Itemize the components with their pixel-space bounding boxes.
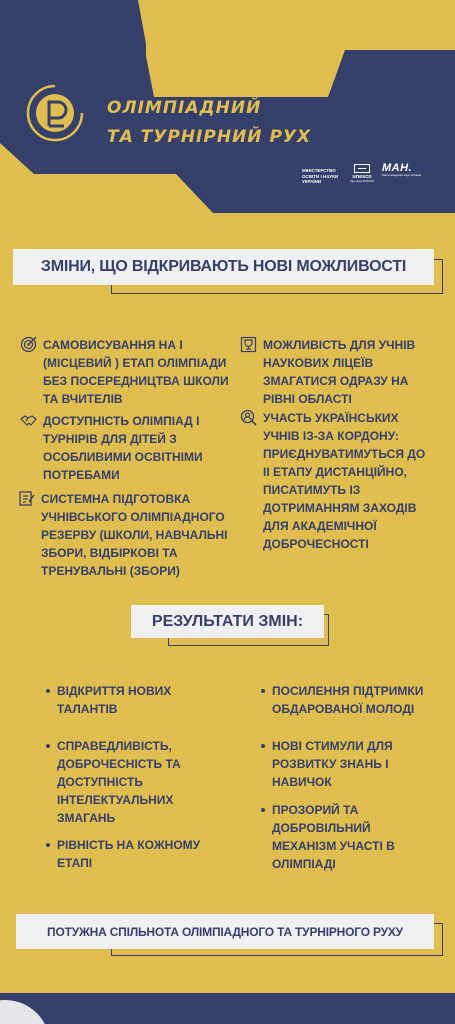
result-item — [261, 682, 441, 718]
result-text: НОВІ СТИМУЛИ ДЛЯ РОЗВИТКУ ЗНАНЬ І НАВИЧОК — [272, 739, 393, 789]
list-item — [240, 409, 430, 553]
result-item — [261, 737, 421, 791]
result-text: РІВНІСТЬ НА КОЖНОМУ ЕТАПІ — [57, 838, 201, 870]
ministry-logo: МІНІСТЕРСТВО ОСВІТИ І НАУКИ УКРАЇНИ — [302, 168, 339, 184]
section-banner-changes: ЗМІНИ, ЩО ВІДКРИВАЮТЬ НОВІ МОЖЛИВОСТІ — [13, 249, 434, 285]
handshake-icon — [20, 412, 37, 429]
item-text: САМОВИСУВАННЯ НА І (МІСЦЕВИЙ ) ЕТАП ОЛІМПІАДИ БЕЗ ПОСЕРЕДНИЦТВА ШКОЛИ ТА ВЧИТЕЛІВ — [43, 338, 229, 406]
man-name: МАН. — [382, 162, 413, 174]
result-item — [46, 836, 216, 872]
result-item — [261, 801, 436, 873]
result-text: ВІДКРИТТЯ НОВИХ ТАЛАНТІВ — [57, 684, 172, 716]
result-text: ПОСИЛЕННЯ ПІДТРИМКИ ОБДАРОВАНОЇ МОЛОДІ — [272, 684, 424, 716]
partner-logos — [302, 162, 422, 185]
section-banner-results: РЕЗУЛЬТАТИ ЗМІН: — [131, 605, 324, 638]
result-item — [46, 737, 206, 827]
olympiad-logo — [24, 82, 86, 144]
unesco-temple-icon — [354, 164, 370, 173]
person-search-icon — [240, 409, 257, 426]
bullet-dot — [261, 808, 265, 812]
result-item — [46, 682, 206, 718]
section-banner-community: ПОТУЖНА СПІЛЬНОТА ОЛІМПІАДНОГО ТА ТУРНІРНОГО РУХУ — [16, 914, 434, 949]
result-text: СПРАВЕДЛИВІСТЬ, ДОБРОЧЕСНІСТЬ ТА ДОСТУПНІСТЬ ІНТЕЛЕКТУАЛЬНИХ ЗМАГАНЬ — [57, 739, 181, 825]
title-line-1: ОЛІМПІАДНИЙ — [107, 98, 262, 118]
list-item — [20, 412, 220, 484]
page-title — [107, 94, 347, 152]
bullet-dot — [261, 744, 265, 748]
bullet-dot — [46, 843, 50, 847]
title-line-2: ТА ТУРНІРНИЙ РУХ — [107, 127, 312, 147]
bullet-dot — [46, 744, 50, 748]
footer-band — [0, 993, 455, 1024]
target-icon — [20, 336, 37, 353]
trophy-icon — [240, 336, 257, 353]
unesco-name: unesco — [352, 174, 372, 180]
unesco-logo — [350, 162, 374, 183]
list-item — [240, 336, 440, 408]
man-subtitle: Мала академія наук України — [382, 173, 422, 177]
bullet-dot — [46, 689, 50, 693]
checklist-icon — [18, 490, 35, 507]
bullet-dot — [261, 689, 265, 693]
result-text: ПРОЗОРИЙ ТА ДОБРОВІЛЬНИЙ МЕХАНІЗМ УЧАСТІ В ОЛІМПІАДІ — [272, 803, 395, 871]
list-item — [20, 336, 230, 408]
list-item — [18, 490, 228, 580]
item-text: ДОСТУПНІСТЬ ОЛІМПІАД І ТУРНІРІВ ДЛЯ ДІТЕЙ З ОСОБЛИВИМИ ОСВІТНІМИ ПОТРЕБАМИ — [43, 414, 203, 482]
item-text: СИСТЕМНА ПІДГОТОВКА УЧНІВСЬКОГО ОЛІМПІАДНОГО РЕЗЕРВУ (ШКОЛИ, НАВЧАЛЬНІ ЗБОРИ, ВІДБІРКОВІ ТА ТРЕНУВАЛЬНІ (ЗБОРИ) — [41, 492, 228, 578]
item-text: УЧАСТЬ УКРАЇНСЬКИХ УЧНІВ ІЗ-ЗА КОРДОНУ: ПРИЄДНУВАТИМУТЬСЯ ДО ІІ ЕТАПУ ДИСТАНЦІЙНО, ПИСАТИМУТЬ ІЗ ДОТРИМАННЯМ ЗАХОДІВ ДЛЯ АКАДЕМІЧНОЇ ДОБРОЧЕСНОСТІ — [263, 411, 426, 551]
man-logo — [382, 162, 422, 178]
unesco-subtitle: Під егідою ЮНЕСКО — [350, 180, 374, 183]
item-text: МОЖЛИВІСТЬ ДЛЯ УЧНІВ НАУКОВИХ ЛІЦЕЇВ ЗМАГАТИСЯ ОДРАЗУ НА РІВНІ ОБЛАСТІ — [263, 338, 416, 406]
